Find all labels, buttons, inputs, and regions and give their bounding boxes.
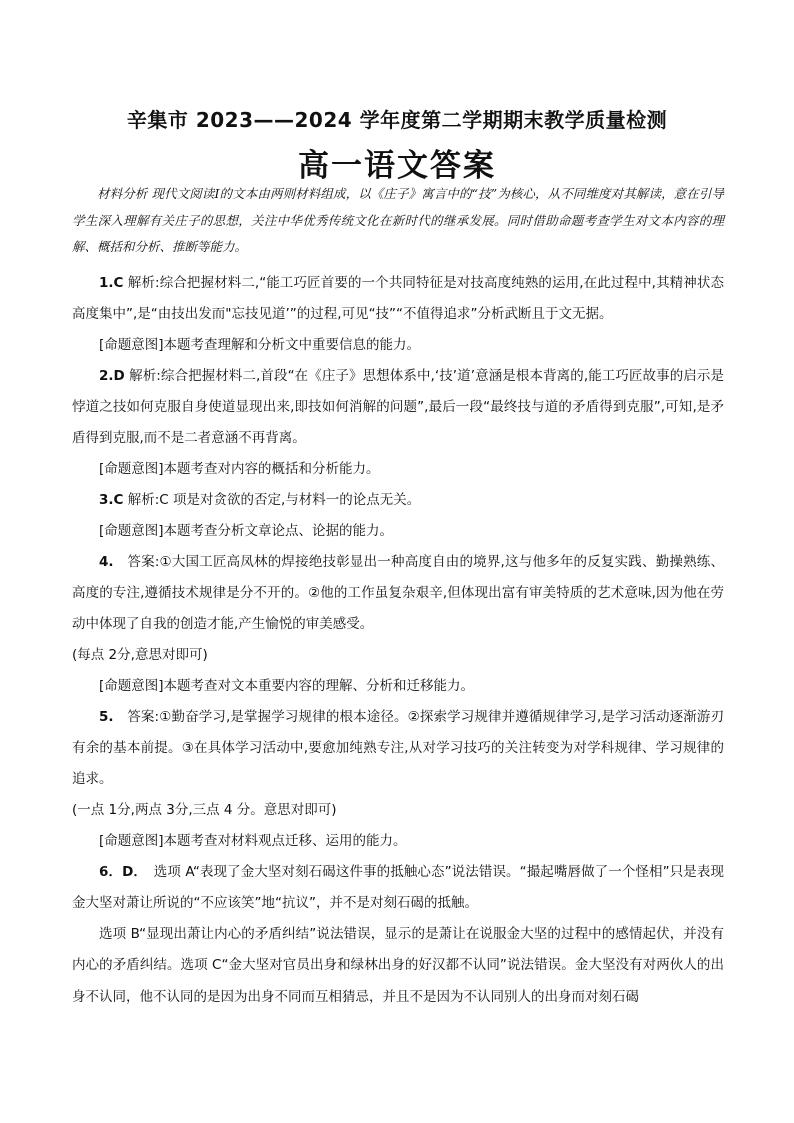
intent-q3: [命题意图]本题考查分析文章论点、论据的能力。	[99, 522, 394, 539]
question-number: 5.	[99, 708, 114, 725]
answer-text: 选项 A“表现了金大坚对刻石碣这件事的抵触心态”说法错误。“撮起嘴唇做了一个怪相”只是表现金大坚对萧让所说的“不应该笑”地“抗议”，并不是对刻石碣的抵触。	[72, 863, 724, 911]
question-number: 4.	[99, 553, 114, 570]
question-number: 1.C	[99, 274, 124, 291]
answer-q6	[72, 857, 724, 919]
answer-q3	[72, 485, 724, 516]
answer-text: 答案:①勤奋学习,是掌握学习规律的根本途径。②探索学习规律并遵循规律学习,是学习活动逐渐游刃有余的基本前提。③在具体学习活动中,要愈加纯熟专注,从对学习技巧的关注转变为对学科规律、学习规律的追求。	[72, 708, 724, 787]
question-number: 3.C	[99, 491, 124, 508]
answer-q5	[72, 702, 724, 795]
page-title: 高一语文答案	[298, 148, 496, 184]
answer-text: 解析:C 项是对贪欲的否定,与材料一的论点无关。	[123, 491, 421, 508]
question-number: 6．D．	[99, 863, 141, 880]
material-analysis-intro: 材料分析 现代文阅读Ⅰ的文本由两则材料组成，以《庄子》寓言中的“技”为核心，从不同维度对其解读，意在引导学生深入理解有关庄子的思想，关注中华优秀传统文化在新时代的继承发展。同时借助命题考查学生对文本内容的理解、概括和分析、推断等能力。	[72, 186, 724, 254]
question-number: 2.D	[99, 367, 125, 384]
exam-header-title: 辛集市 2023——2024 学年度第二学期期末教学质量检测	[126, 108, 668, 132]
answer-q2	[72, 361, 724, 454]
answer-content	[72, 181, 724, 1013]
scoring-q4: (每点 2分,意思对即可)	[72, 646, 208, 663]
answer-text: 答案:①大国工匠高凤林的焊接绝技彰显出一种高度自由的境界,这与他多年的反复实践、勤操熟练、高度的专注,遵循技术规律是分不开的。②他的工作虽复杂艰辛,但体现出富有审美特质的艺术意味,因为他在劳动中体现了自我的创造才能,产生愉悦的审美感受。	[72, 553, 724, 632]
answer-q1	[72, 268, 724, 330]
intent-q5: [命题意图]本题考查对材料观点迁移、运用的能力。	[99, 832, 407, 849]
intent-q1: [命题意图]本题考查理解和分析文中重要信息的能力。	[99, 336, 421, 353]
intent-q4: [命题意图]本题考查对文本重要内容的理解、分析和迁移能力。	[99, 677, 475, 694]
answer-q4	[72, 547, 724, 640]
answer-text: 解析:综合把握材料二,首段“在《庄子》思想体系中,‘技’道’意涵是根本背离的,能工巧匠故事的启示是悖道之技如何克服自身使道显现出来,即技如何消解的问题”,最后一段“最终技与道的矛盾得到克服”,可知,是矛盾得到克服,而不是二者意涵不再背离。	[72, 367, 724, 446]
answer-text: 解析:综合把握材料二,“能工巧匠首要的一个共同特征是对技高度纯熟的运用,在此过程中,其精神状态高度集中”,是“由技出发而"忘技见道’”的过程,可见“技”“不值得追求”分析武断且于文无据。	[72, 274, 724, 322]
answer-q6-continued: 选项 B“显现出萧让内心的矛盾纠结”说法错误，显示的是萧让在说服金大坚的过程中的感情起伏，并没有内心的矛盾纠结。选项 C“金大坚对官员出身和绿林出身的好汉都不认同”说法错误。金大坚没有对两伙人的出身不认同，他不认同的是因为出身不同而互相猜忌，并且不是因为不认同别人的出身而对刻石碣	[72, 925, 724, 1005]
scoring-q5: (一点 1分,两点 3分,三点 4 分。意思对即可)	[72, 801, 337, 818]
intent-q2: [命题意图]本题考查对内容的概括和分析能力。	[99, 460, 380, 477]
